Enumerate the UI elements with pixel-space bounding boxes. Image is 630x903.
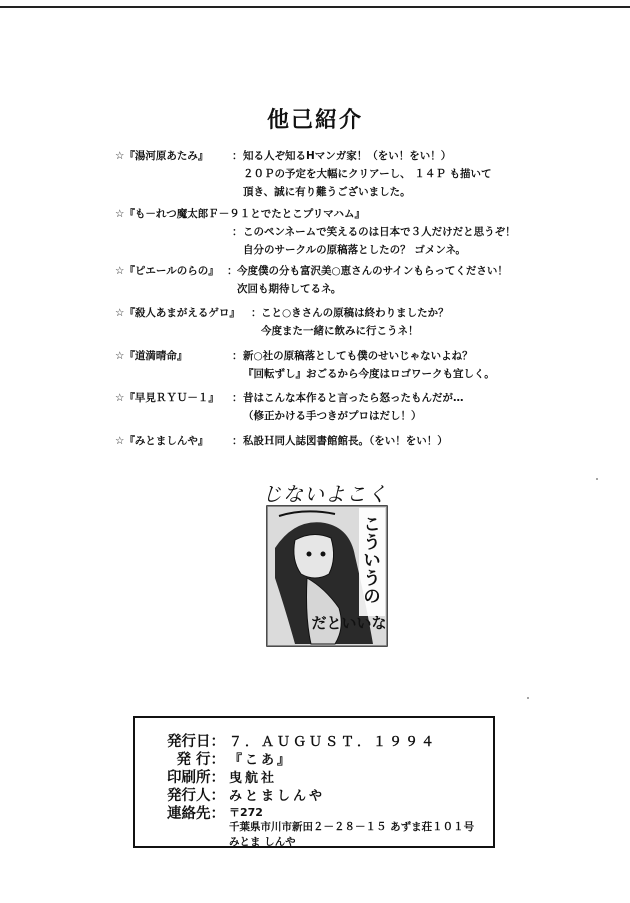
entry-line: 昔はこんな本作ると言ったら怒ったもんだが… <box>243 392 464 404</box>
colophon-value: 曳航社 <box>229 771 278 786</box>
entry-line: （修正かける手つきがプロはだし！） <box>243 410 422 422</box>
entry-line: ２０Ｐの予定を大幅にクリアーし、 １４Ｐ も描いて <box>243 168 492 180</box>
entry-colon: ： <box>232 392 243 404</box>
illustration-caption: じないよこく <box>262 482 388 506</box>
entry-name: ☆『早見ＲＹＵ－１』 <box>115 392 219 404</box>
colophon-label: 発 行： <box>176 752 225 768</box>
colophon-label: 連絡先： <box>167 806 225 822</box>
colophon-contact-name: みとま しんや <box>229 836 296 848</box>
svg-text:だといいな: だといいな <box>311 614 387 632</box>
top-rule <box>0 6 630 8</box>
entry-name: ☆『みとましんや』 <box>115 435 209 447</box>
scan-speck <box>596 478 598 480</box>
entry-line: 今度また一緒に飲みに行こうネ！ <box>261 325 419 337</box>
entry-colon: ： <box>232 226 243 238</box>
colophon-value: 〒272 <box>229 806 263 819</box>
entry-name: ☆『も－れつ魔太郎Ｆ－９１とでたとこプリマハム』 <box>115 208 365 220</box>
entry-name: ☆『殺人あまがえるゲロ』 <box>115 307 240 319</box>
illustration-side-text: こういうの <box>363 515 381 607</box>
page-title: 他己紹介 <box>266 108 363 133</box>
colophon-box <box>133 716 495 848</box>
colophon-value: 『こあ』 <box>229 753 294 768</box>
colophon-label: 印刷所： <box>167 770 225 786</box>
entry-line: 私設Ｈ同人誌図書館館長。（をい！をい！） <box>243 435 448 447</box>
entry-colon: ： <box>232 150 243 162</box>
entry-line: 自分のサークルの原稿落としたの？ ゴメンネ。 <box>243 244 466 256</box>
entry-line: 新○社の原稿落としても僕のせいじゃないよね？ <box>243 350 473 362</box>
colophon-value: みとましんや <box>229 789 326 804</box>
entry-name: ☆『湯河原あたみ』 <box>115 150 209 162</box>
entry-line: こと○きさんの原稿は終わりましたか？ <box>261 307 449 319</box>
colophon-address: 千葉県市川市新田２－２８－１５ あずま荘１０１号 <box>229 821 475 833</box>
preview-illustration <box>255 478 395 650</box>
entry-name: ☆『道満晴命』 <box>115 350 188 362</box>
colophon-label: 発行日： <box>167 734 225 750</box>
entry-colon: ： <box>227 265 238 277</box>
scan-speck <box>527 697 529 699</box>
entry-line: 知る人ぞ知るHマンガ家！（をい！をい！） <box>243 150 452 162</box>
entry-colon: ： <box>232 350 243 362</box>
entry-line: 『回転ずし』おごるから今度はロゴワークも宜しく。 <box>243 368 495 380</box>
colophon-value: ７．ＡＵＧＵＳＴ．１９９４ <box>229 735 438 750</box>
entry-line: このペンネームで笑えるのは日本で３人だけだと思うぞ！ <box>243 226 516 238</box>
entry-line: 次回も期待してるネ。 <box>237 283 342 295</box>
colophon-label: 発行人： <box>167 788 225 804</box>
entry-name: ☆『ピエールのらの』 <box>115 265 219 277</box>
entry-colon: ： <box>251 307 262 319</box>
entry-colon: ： <box>232 435 243 447</box>
entry-line: 頂き、誠に有り難うございました。 <box>243 186 411 198</box>
entry-line: 今度僕の分も富沢美○恵さんのサインもらってください！ <box>237 265 508 277</box>
